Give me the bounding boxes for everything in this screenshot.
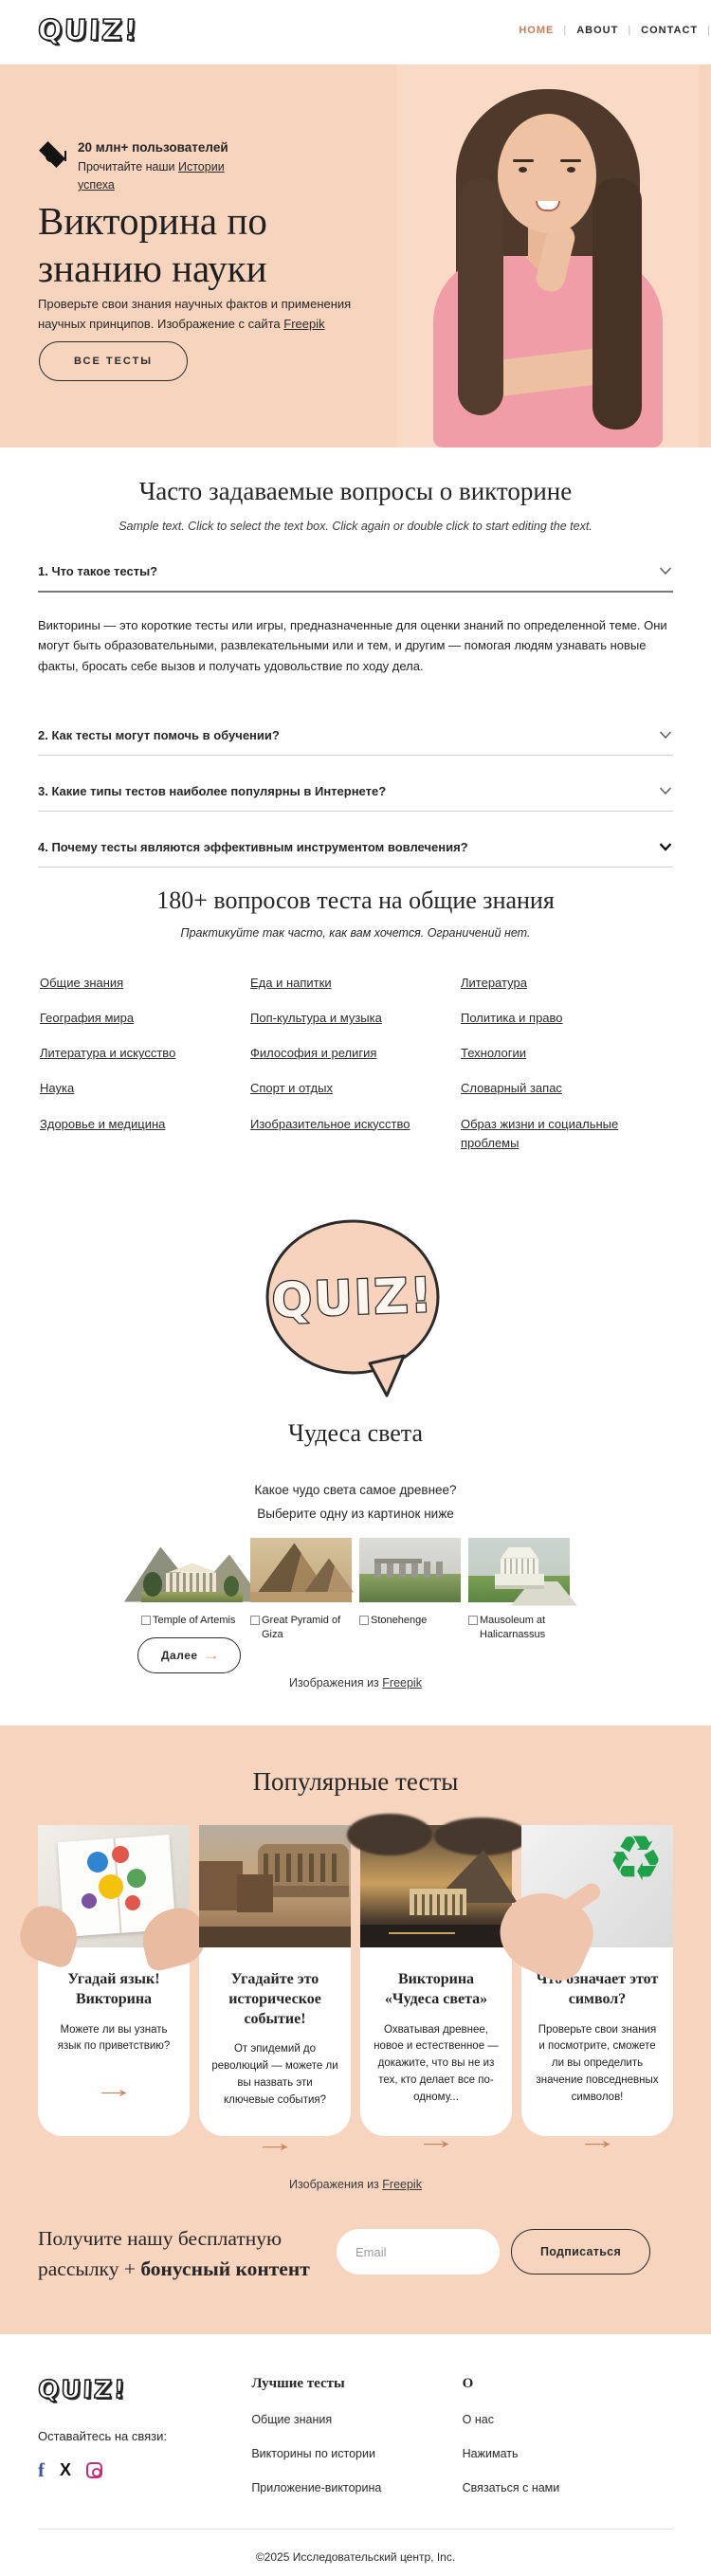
card-title: Викторина «Чудеса света» — [384, 1971, 488, 2007]
faq-item-1 — [38, 563, 673, 676]
recycle-icon: ♻ — [607, 1823, 664, 1893]
success-stories-link[interactable]: Истории успеха — [78, 160, 225, 192]
footer-column-best-tests — [251, 2376, 462, 2494]
footer-link[interactable]: Викторины по истории — [251, 2447, 375, 2460]
test-card-symbol — [521, 1823, 673, 2154]
answer-option-mausoleum — [468, 1538, 570, 1644]
arrow-right-icon: → — [414, 2125, 458, 2154]
image-credit: Изображения из Freepik — [289, 1676, 422, 1690]
newsletter-form — [337, 2229, 650, 2285]
wonders-quiz-image — [360, 1825, 512, 1947]
stonehenge-image[interactable] — [359, 1538, 461, 1602]
nav-about[interactable]: ABOUT — [576, 25, 619, 36]
card-arrow-button[interactable] — [521, 2126, 673, 2155]
footer-column-title: Лучшие тесты — [251, 2376, 345, 2391]
main-nav — [509, 25, 711, 36]
topic-link[interactable]: Литература и искусство — [40, 1046, 176, 1061]
card-title: Угадай язык! Викторина — [67, 1971, 160, 2007]
answer-label[interactable]: Temple of Artemis — [141, 1614, 243, 1629]
bubble-quiz-text: QUIZ! — [270, 1268, 435, 1328]
faq-section — [0, 448, 711, 858]
page-title: Викторина по знанию науки — [38, 199, 267, 291]
nav-separator: | — [707, 25, 711, 36]
topic-link[interactable]: Технологии — [461, 1046, 527, 1061]
quiz-speech-bubble — [0, 1166, 711, 1404]
historic-event-image — [199, 1825, 351, 1947]
next-button[interactable]: Далее → — [137, 1637, 241, 1673]
chevron-down-icon — [658, 727, 673, 742]
users-badge — [38, 140, 256, 195]
checkbox[interactable] — [468, 1616, 478, 1625]
faq-question: 2. Как тесты могут помочь в обучении? — [38, 727, 280, 742]
faq-question: 4. Почему тесты являются эффективным инструментом вовлечения? — [38, 839, 468, 854]
topic-link[interactable]: Литература — [461, 976, 527, 990]
newsletter-heading: Получите нашу бесплатную рассылку + бонусный контент — [38, 2227, 310, 2281]
nav-separator: | — [628, 25, 632, 36]
card-arrow-button[interactable] — [360, 2126, 512, 2155]
checkbox[interactable] — [359, 1616, 369, 1625]
footer-link[interactable]: Приложение-викторина — [251, 2481, 382, 2494]
topics-column-3 — [461, 974, 671, 1169]
chevron-down-icon — [658, 839, 673, 854]
wonders-quiz-section — [0, 1166, 711, 1726]
divider — [38, 811, 673, 812]
answer-label[interactable]: Mausoleum at Halicarnassus — [468, 1614, 570, 1644]
topic-link[interactable]: Политика и право — [461, 1011, 563, 1026]
woman-face — [498, 114, 596, 233]
topic-link[interactable]: Здоровье и медицина — [40, 1116, 166, 1131]
arrow-right-icon: → — [575, 2125, 619, 2154]
newsletter-signup — [38, 2223, 673, 2285]
divider — [38, 2529, 673, 2530]
topics-heading: 180+ вопросов теста на общие знания — [156, 886, 555, 914]
faq-question: 3. Какие типы тестов наиболее популярны в Интернете? — [38, 783, 387, 798]
faq-question-row[interactable] — [38, 839, 673, 854]
topic-link[interactable]: Словарный запас — [461, 1081, 562, 1096]
popular-heading: Популярные тесты — [252, 1767, 459, 1796]
faq-question-row[interactable] — [38, 783, 673, 798]
footer-brand-block — [38, 2376, 251, 2494]
topic-link[interactable]: Образ жизни и социальные проблемы — [461, 1116, 619, 1150]
topic-link[interactable]: Спорт и отдых — [250, 1081, 333, 1096]
test-card-history — [199, 1825, 351, 2157]
quiz-question: Какое чудо света самое древнее? — [254, 1483, 457, 1497]
test-card-wonders — [360, 1825, 512, 2154]
footer-column-title: О — [462, 2376, 474, 2391]
arrow-right-icon: → — [253, 2128, 297, 2157]
card-arrow-button[interactable] — [38, 2074, 190, 2104]
footer-link[interactable]: Общие знания — [251, 2413, 333, 2426]
test-cards — [38, 1823, 673, 2157]
brand-logo[interactable]: QUIZ! — [37, 2376, 128, 2404]
topics-subtitle: Практикуйте так часто, как вам хочется. Ограничений нет. — [180, 926, 531, 940]
instagram-icon[interactable] — [86, 2462, 102, 2478]
divider — [38, 755, 673, 756]
topics-section — [0, 858, 711, 1166]
topic-link[interactable]: Философия и религия — [250, 1046, 377, 1061]
freepik-link[interactable]: Freepik — [382, 2178, 422, 2191]
nav-contact[interactable]: CONTACT — [641, 25, 699, 36]
symbol-quiz-image — [521, 1825, 673, 1947]
card-text: Можете ли вы узнать язык по приветствию? — [57, 2023, 171, 2053]
answer-option-stonehenge — [359, 1538, 461, 1644]
nav-home[interactable]: HOME — [519, 25, 555, 36]
brand-logo[interactable]: QUIZ! — [37, 14, 140, 47]
all-tests-button[interactable]: ВСЕ ТЕСТЫ — [39, 341, 188, 381]
topic-link[interactable]: Общие знания — [40, 976, 124, 990]
faq-heading: Часто задаваемые вопросы о викторине — [138, 477, 573, 505]
faq-answer: Викторины — это короткие тесты или игры, предназначенные для оценки знаний по определенной теме. Они могут быть образовательными, развлекательными или и тем, и другим — помогая людям узнавать новые факты, бросать себе вызов и получать удовольствие по ходу дела. — [38, 618, 667, 673]
footer-column-about — [463, 2376, 673, 2494]
social-links — [38, 2458, 251, 2482]
faq-question: 1. Что такое тесты? — [38, 563, 158, 578]
temple-of-artemis-image[interactable] — [141, 1538, 243, 1602]
answer-options — [0, 1538, 711, 1644]
graduation-cap-icon — [38, 144, 68, 169]
card-arrow-button[interactable] — [199, 2128, 351, 2158]
topic-link[interactable]: Изобразительное искусство — [250, 1116, 410, 1131]
copyright: ©2025 Исследовательский центр, Inc. — [255, 2550, 456, 2564]
topic-link[interactable]: Наука — [40, 1081, 75, 1096]
faq-question-row[interactable] — [38, 563, 673, 578]
nav-separator: | — [563, 25, 568, 36]
arrow-right-icon: → — [92, 2074, 136, 2104]
checkbox[interactable] — [250, 1616, 260, 1625]
users-count: 20 млн+ пользователей — [78, 140, 228, 155]
success-stories-text: Прочитайте наши Истории успеха — [78, 160, 225, 192]
card-title: Что означает этот символ? — [536, 1971, 659, 2007]
freepik-link[interactable]: Freepik — [283, 316, 325, 331]
answer-option-artemis — [141, 1538, 243, 1644]
popular-tests-section — [0, 1726, 711, 2334]
chevron-down-icon — [658, 783, 673, 798]
card-text: Охватывая древнее, новое и естественное — докажите, что вы не из тех, кто делает все по-одному... — [374, 2023, 499, 2103]
footer-link[interactable]: Нажимать — [462, 2447, 519, 2460]
divider — [38, 591, 673, 593]
footer — [0, 2334, 711, 2576]
topics-column-2 — [250, 974, 461, 1169]
wonders-heading: Чудеса света — [288, 1419, 423, 1447]
email-input[interactable] — [337, 2229, 500, 2275]
topic-link[interactable]: Поп-культура и музыка — [250, 1011, 382, 1026]
card-text: От эпидемий до революций — можете ли вы назвать эти ключевые события? — [211, 2043, 338, 2106]
answer-label[interactable]: Great Pyramid of Giza — [250, 1614, 352, 1644]
checkbox[interactable] — [141, 1616, 151, 1625]
stay-connected-label: Оставайтесь на связи: — [38, 2429, 167, 2443]
hero-section — [0, 64, 711, 448]
header — [0, 0, 711, 64]
great-pyramid-image[interactable] — [250, 1538, 352, 1602]
hero-description: Проверьте свои знания научных фактов и применения научных принципов. Изображение с сайта Freepik — [38, 297, 352, 331]
chevron-down-icon — [658, 563, 673, 578]
quiz-instruction: Выберите одну из картинок ниже — [257, 1506, 454, 1521]
subscribe-button[interactable]: Подписаться — [511, 2229, 650, 2275]
faq-item-2 — [38, 727, 673, 756]
hero-woman-photo — [397, 64, 699, 448]
answer-label[interactable]: Stonehenge — [359, 1614, 461, 1629]
arrow-right-icon: → — [202, 1649, 221, 1662]
faq-subtitle: Sample text. Click to select the text box. Click again or double click to start editing the text. — [118, 520, 592, 533]
x-twitter-icon[interactable]: X — [60, 2460, 72, 2479]
card-title: Угадайте это историческое событие! — [228, 1971, 321, 2027]
freepik-link[interactable]: Freepik — [382, 1676, 422, 1690]
image-credit: Изображения из Freepik — [289, 2178, 422, 2191]
language-quiz-image — [38, 1825, 190, 1947]
topics-links-grid — [40, 974, 671, 1169]
topic-link[interactable]: Еда и напитки — [250, 976, 332, 990]
faq-question-row[interactable] — [38, 727, 673, 742]
mausoleum-image[interactable] — [468, 1538, 570, 1602]
faq-item-3 — [38, 783, 673, 812]
answer-option-giza — [250, 1538, 352, 1644]
topics-column-1 — [40, 974, 250, 1169]
footer-link[interactable]: О нас — [462, 2413, 494, 2426]
test-card-language — [38, 1825, 190, 2136]
footer-link[interactable]: Связаться с нами — [462, 2481, 560, 2494]
facebook-icon[interactable]: f — [38, 2458, 45, 2481]
card-text: Проверьте свои знания и посмотрите, сможете ли вы определить значение повседневных символов! — [536, 2023, 659, 2103]
topic-link[interactable]: География мира — [40, 1011, 135, 1026]
